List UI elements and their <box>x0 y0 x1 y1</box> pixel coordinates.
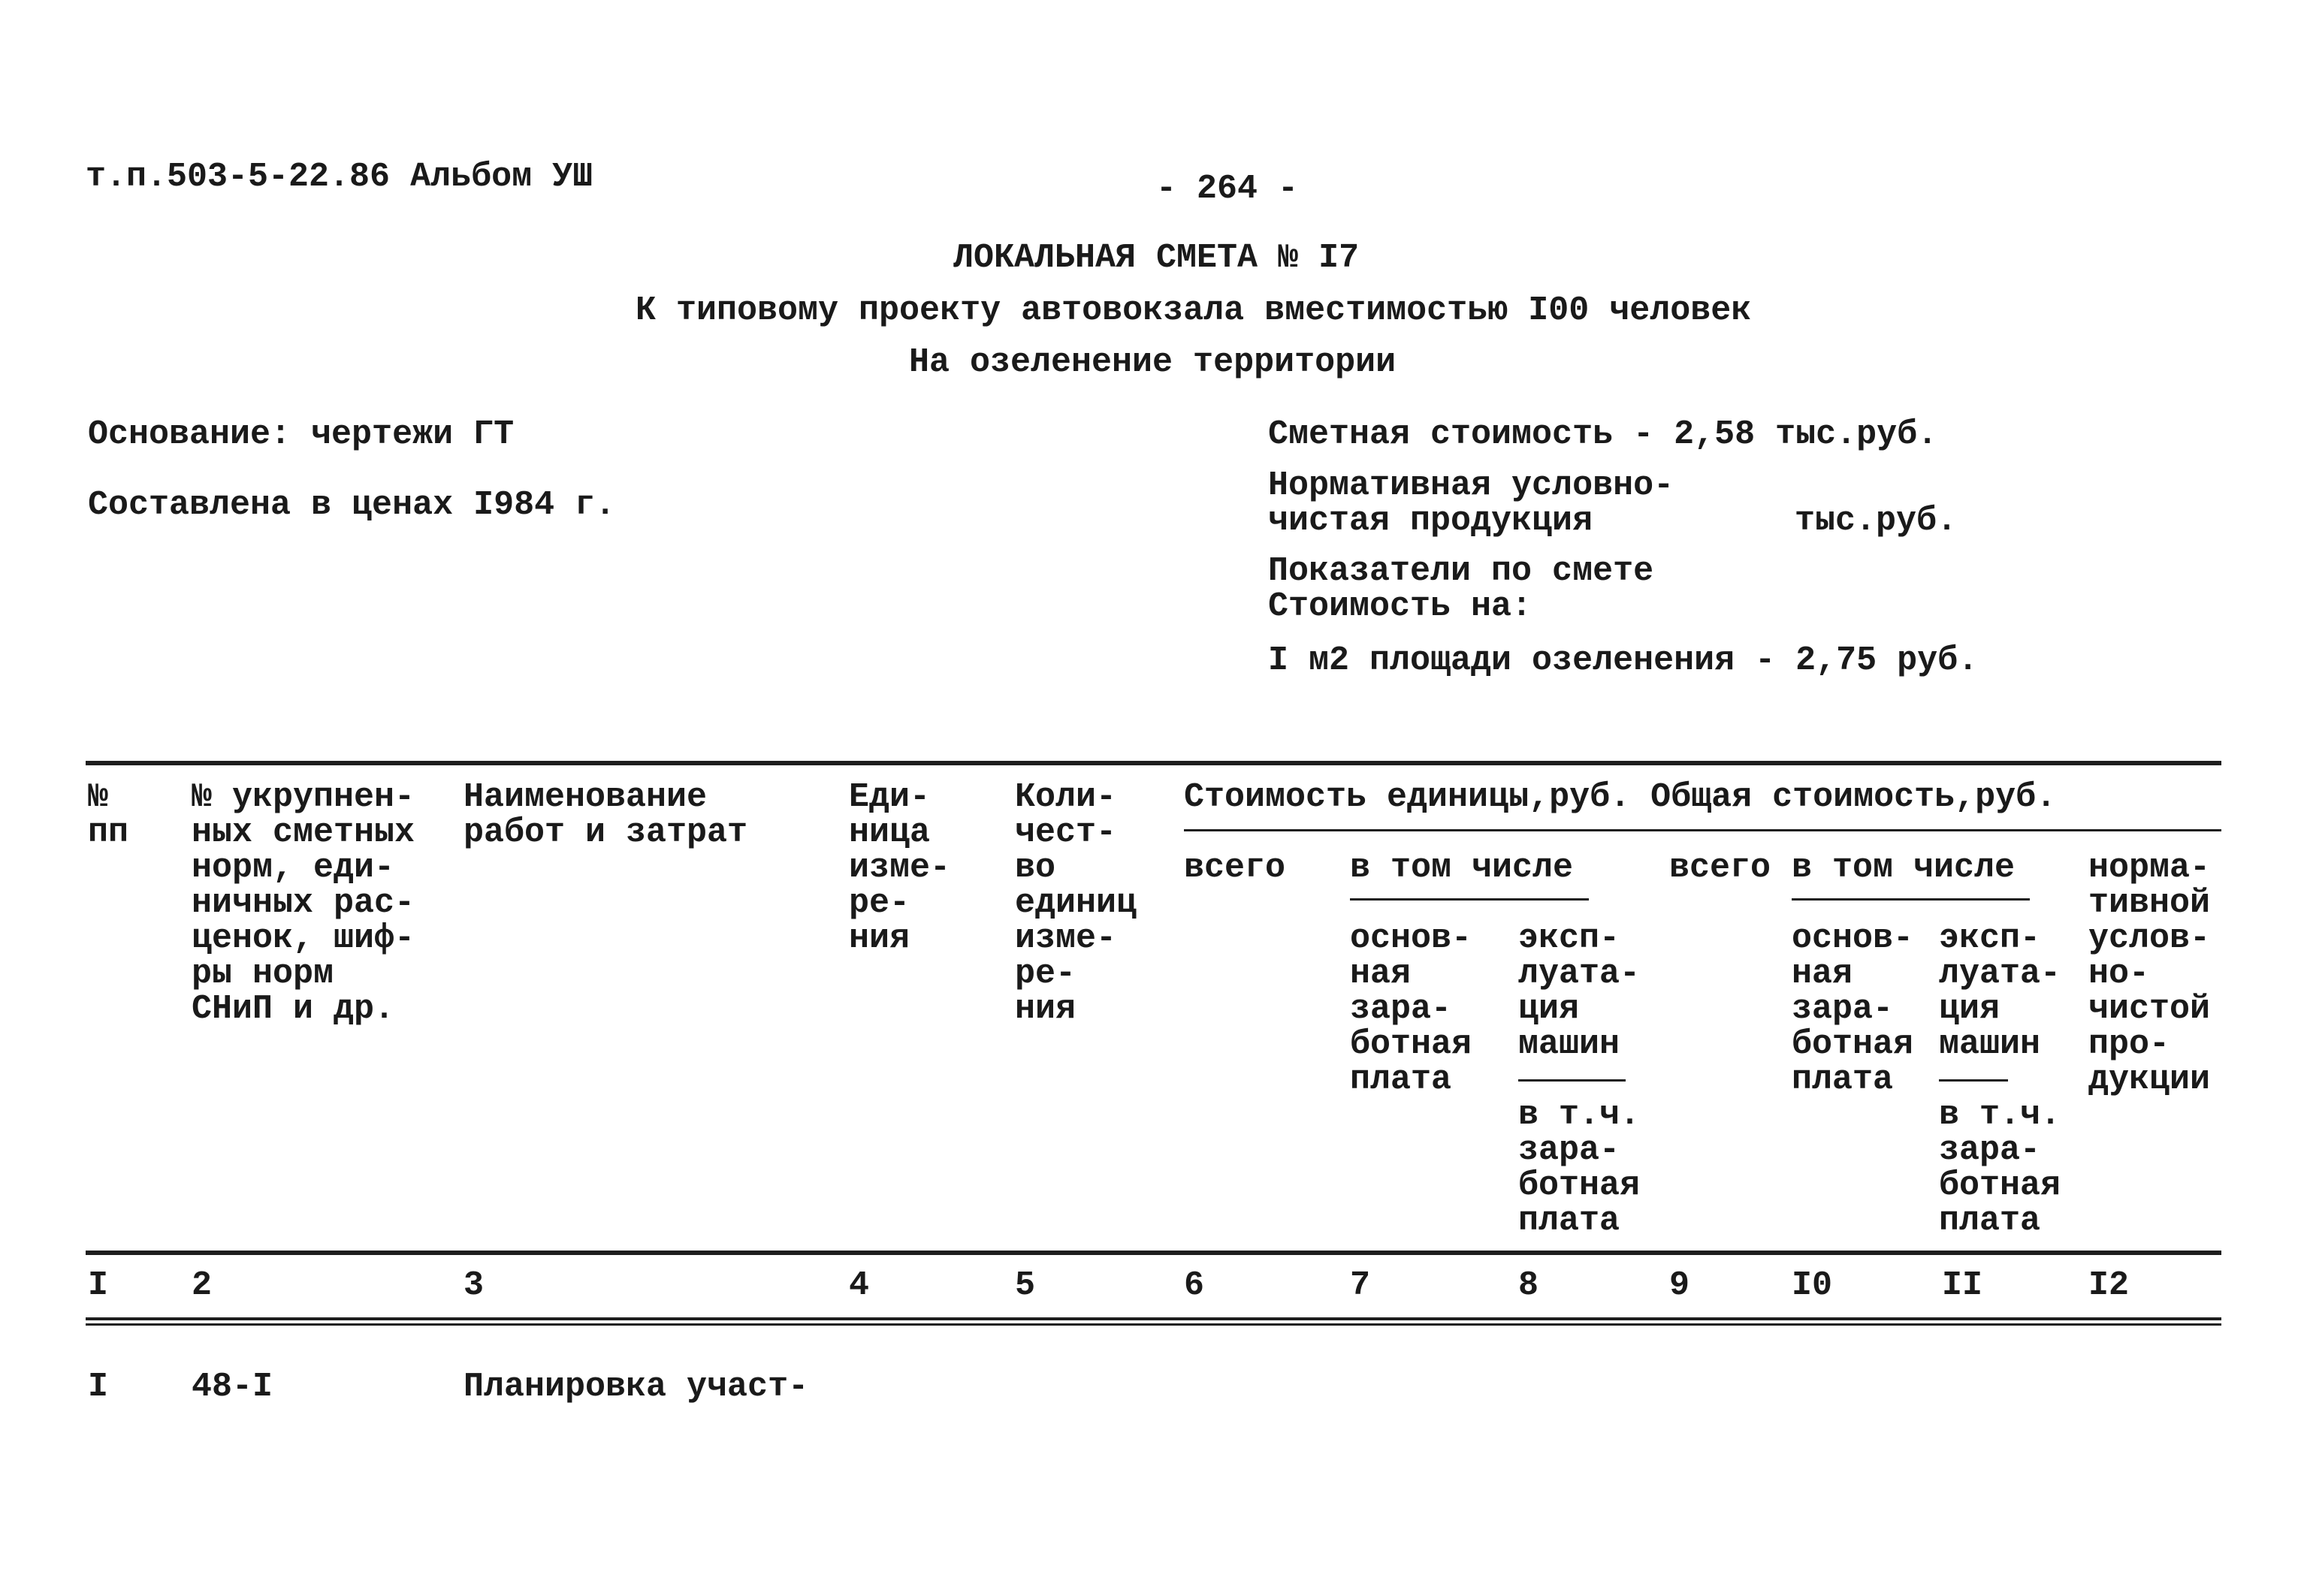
col2-header: ценок, шиф- <box>192 919 415 958</box>
unit-machines-sub-rule <box>1518 1079 1626 1082</box>
col12-header: но- <box>2088 955 2150 993</box>
page-number: - 264 - <box>1156 170 1299 208</box>
col7-header: основ- <box>1350 919 1472 958</box>
basis-text: Основание: чертежи ГТ <box>88 415 515 454</box>
column-number: 9 <box>1669 1266 1690 1305</box>
numbers-bottom-rule <box>86 1317 2221 1320</box>
row-rate-code: 48-I <box>192 1368 273 1406</box>
unit-including-rule <box>1350 898 1589 901</box>
col11-sub-header: плата <box>1939 1202 2041 1240</box>
estimated-cost: Сметная стоимость - 2,58 тыс.руб. <box>1268 415 1938 454</box>
indicators-label: Показатели по смете <box>1268 552 1654 590</box>
col7-header: зара- <box>1350 990 1452 1028</box>
col2-header: СНиП и др. <box>192 990 395 1028</box>
col2-header: норм, еди- <box>192 849 395 887</box>
column-number: II <box>1942 1266 1983 1305</box>
column-number: I2 <box>2088 1266 2130 1305</box>
col2-header: № укрупнен- <box>192 778 415 816</box>
col8-header: ция <box>1518 990 1580 1028</box>
col3-header: Наименование <box>464 778 708 816</box>
column-number: 7 <box>1350 1266 1371 1305</box>
estimate-title: ЛОКАЛЬНАЯ СМЕТА № I7 <box>953 239 1360 277</box>
col5-header: ре- <box>1015 955 1076 993</box>
col9-header: всего <box>1669 849 1771 887</box>
normative-product-label-2: чистая продукция <box>1268 502 1593 540</box>
row-number: I <box>88 1368 109 1406</box>
estimate-purpose: На озеленение территории <box>909 343 1397 382</box>
document-reference: т.п.503-5-22.86 Альбом УШ <box>86 158 593 196</box>
col12-header: тивной <box>2088 884 2211 922</box>
col4-header: ния <box>849 919 910 958</box>
column-number: 2 <box>192 1266 213 1305</box>
col8-header: машин <box>1518 1025 1620 1063</box>
col10-header: ная <box>1792 955 1853 993</box>
col7-header: плата <box>1350 1060 1452 1099</box>
col2-header: ных сметных <box>192 813 415 852</box>
col11-header: ция <box>1939 990 2001 1028</box>
price-level-text: Составлена в ценах I984 г. <box>88 486 616 524</box>
header-bottom-rule <box>86 1251 2221 1255</box>
col12-header: про- <box>2088 1025 2170 1063</box>
col11-header: луата- <box>1939 955 2061 993</box>
col11-sub-header: в т.ч. <box>1939 1096 2061 1134</box>
col7-group-header: в том числе <box>1350 849 1574 887</box>
row-work-name: Планировка участ- <box>464 1368 809 1406</box>
col1-header: пп <box>88 813 129 852</box>
column-number: I <box>88 1266 109 1305</box>
col8-header: луата- <box>1518 955 1641 993</box>
col4-header: изме- <box>849 849 951 887</box>
col10-header: основ- <box>1792 919 1914 958</box>
col8-header: эксп- <box>1518 919 1620 958</box>
col5-header: во <box>1015 849 1056 887</box>
col5-header: единиц <box>1015 884 1137 922</box>
table-top-rule <box>86 761 2221 765</box>
col11-sub-header: ботная <box>1939 1166 2061 1205</box>
col2-header: ничных рас- <box>192 884 415 922</box>
col5-header: ния <box>1015 990 1076 1028</box>
cost-group-header: Стоимость единицы,руб. Общая стоимость,руб. <box>1184 778 2057 816</box>
total-including-rule <box>1792 898 2030 901</box>
column-number: I0 <box>1792 1266 1833 1305</box>
col12-header: норма- <box>2088 849 2211 887</box>
col5-header: изме- <box>1015 919 1117 958</box>
normative-product-label-1: Нормативная условно- <box>1268 466 1674 505</box>
column-number: 5 <box>1015 1266 1036 1305</box>
col8-sub-header: ботная <box>1518 1166 1641 1205</box>
estimate-subtitle: К типовому проекту автовокзала вместимостью I00 человек <box>636 291 1752 330</box>
col11-sub-header: зара- <box>1939 1131 2041 1169</box>
col10-group-header: в том числе <box>1792 849 2016 887</box>
col10-header: ботная <box>1792 1025 1914 1063</box>
col8-sub-header: плата <box>1518 1202 1620 1240</box>
col12-header: дукции <box>2088 1060 2211 1099</box>
col4-header: ница <box>849 813 931 852</box>
col12-header: чистой <box>2088 990 2211 1028</box>
column-number: 4 <box>849 1266 870 1305</box>
cost-per-label: Стоимость на: <box>1268 587 1532 626</box>
col7-header: ная <box>1350 955 1412 993</box>
col4-header: Еди- <box>849 778 931 816</box>
col12-header: услов- <box>2088 919 2211 958</box>
col1-header: № <box>88 778 109 816</box>
col8-sub-header: зара- <box>1518 1131 1620 1169</box>
cost-group-rule <box>1184 829 2221 831</box>
column-number: 6 <box>1184 1266 1205 1305</box>
col3-header: работ и затрат <box>464 813 748 852</box>
total-machines-sub-rule <box>1939 1079 2008 1082</box>
normative-product-unit: тыс.руб. <box>1795 502 1958 540</box>
col4-header: ре- <box>849 884 910 922</box>
col6-header: всего <box>1184 849 1286 887</box>
col11-header: эксп- <box>1939 919 2041 958</box>
col2-header: ры норм <box>192 955 334 993</box>
column-number: 8 <box>1518 1266 1539 1305</box>
col10-header: плата <box>1792 1060 1894 1099</box>
cost-per-m2: I м2 площади озеленения - 2,75 руб. <box>1268 641 1979 680</box>
col10-header: зара- <box>1792 990 1894 1028</box>
numbers-bottom-rule-2 <box>86 1323 2221 1326</box>
col5-header: чест- <box>1015 813 1117 852</box>
col7-header: ботная <box>1350 1025 1472 1063</box>
col11-header: машин <box>1939 1025 2041 1063</box>
col5-header: Коли- <box>1015 778 1117 816</box>
col8-sub-header: в т.ч. <box>1518 1096 1641 1134</box>
column-number: 3 <box>464 1266 485 1305</box>
